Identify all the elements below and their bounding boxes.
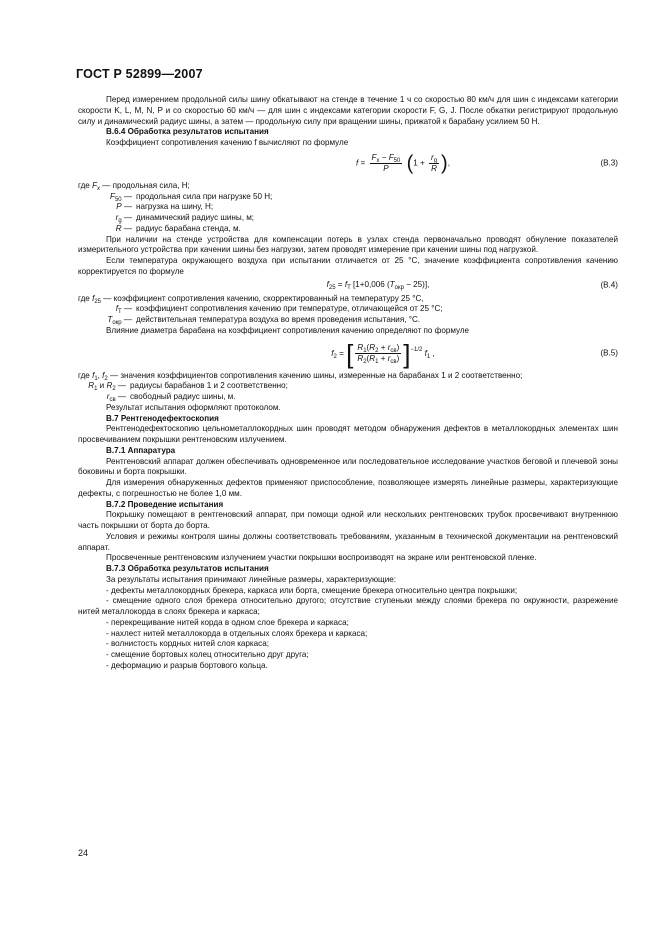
definition: нагрузка на шину, Н; [136, 202, 214, 212]
definition: коэффициент сопротивления качению, скорректированный на температуру 25 °С, [113, 293, 424, 303]
list-item: - перекрещивание нитей корда в одном слое брекера и каркаса; [106, 617, 349, 627]
formula-b3: f = $\frac{F_x - F_{50}}{P}$ (1 + $\frac{r_g}{R}$ ), (В.3) [356, 152, 618, 175]
characteristics-list [78, 586, 618, 672]
definition: продольная сила при нагрузке 50 Н; [136, 191, 273, 201]
paragraph-run-in: Перед измерением продольной силы шину обкатывают на стенде в течение 1 ч со скоростью 80 км/ч для шин с индексами категории скорости K, L, M, N, P и со скоростью 60 км/ч — для шин с индексами категории скорости F, G, J. После обкатки регистрируют продольную силу и динамический радиус шины, а затем — продольную силу при вращении шины, прижатой к барабану усилием 50 Н. [78, 95, 618, 126]
paragraph: Просвеченные рентгеновским излучением участки покрышки воспроизводят на экране или рентгеновской пленке. [106, 553, 537, 563]
definition: динамический радиус шины, м; [136, 213, 255, 222]
list-item: - нахлест нитей металлокорда в отдельных слоях брекера и каркаса; [106, 628, 368, 638]
paragraph: За результаты испытания принимают линейные размеры, характеризующие: [106, 574, 396, 584]
formula-b5: $f_2$ = [ $\frac{R_1(R_2 + r_{св})}{R_2(R_1 + r_{св})}$ ]$^{-1/2}$ $f_1$ , (В.5) [331, 338, 618, 369]
definition: значения коэффициентов сопротивления качению шины, измеренные на барабанах 1 и 2 соответственно; [120, 370, 523, 380]
paragraph: Если температура окружающего воздуха при испытании отличается от 25 °С, значение коэффициента сопротивления качению корректируется по формуле [78, 256, 618, 276]
definition: свободный радиус шины, м. [130, 392, 236, 401]
paragraph: Результат испытания оформляют протоколом. [106, 402, 281, 412]
list-item: - дефекты металлокордных брекера, каркаса или борта, смещение брекера относительно центра покрышки; [106, 585, 518, 595]
section-heading-b73: В.7.3 Обработка результатов испытания [106, 564, 269, 573]
paragraph: Влияние диаметра барабана на коэффициент сопротивления качению определяют по формуле [106, 325, 470, 335]
section-heading-b71: В.7.1 Аппаратура [106, 445, 176, 455]
definition: продольная сила, Н; [112, 180, 190, 190]
definitions-b4: где $f_{25}$ — коэффициент сопротивления качению, скорректированный на температуру 25 °С, $f_T$ — коэффициент сопротивления качению при температуре, отличающейся от 25 °С; $T_{окр}$ — действительная температура воздуха во время проведения испытания, °С. [78, 294, 618, 326]
list-item: - волнистость кордных нитей слоя каркаса; [106, 639, 269, 649]
formula-intro: Коэффициент сопротивления качению f вычисляют по формуле [106, 138, 349, 147]
section-heading-b64: В.6.4 Обработка результатов испытания [106, 127, 269, 137]
paragraph: При наличии на стенде устройства для компенсации потерь в узлах стенда первоначально проводят обнуление показателей измерительного устройства при качении шины без нагрузки, затем проводят измерение при качении шины под нагрузкой. [78, 234, 618, 255]
page-content [78, 95, 618, 672]
formula-number: (В.4) [600, 280, 618, 290]
paragraph: Рентгенодефектоскопию цельнометаллокордных шин проводят методом обнаружения дефектов в металлокордных элементах шин просвечиванием покрышки рентгеновским излучением. [78, 424, 618, 444]
formula-b4: $f_{25} = f_T$ [1+0,006 $(T_{окр} - 25)$], (В.4) [326, 280, 618, 292]
paragraph: Для измерения обнаруженных дефектов применяют приспособление, позволяющее измерять линейные размеры, характеризующие дефекты, с погрешностью не более 1,0 мм. [78, 478, 618, 498]
formula-number: (В.3) [600, 158, 618, 168]
list-item: - деформацию и разрыв бортового кольца. [106, 660, 268, 670]
document-header: ГОСТ Р 52899—2007 [76, 67, 203, 81]
paragraph: Рентгеновский аппарат должен обеспечивать одновременное или последовательное исследование участков беговой и плечевой зоны боковины и борта покрышки. [78, 456, 618, 477]
list-item: - смещение бортовых колец относительно друг друга; [106, 650, 309, 659]
definition: радиус барабана стенда, м. [136, 223, 241, 233]
definition: действительная температура воздуха во время проведения испытания, °С. [136, 315, 421, 324]
formula-number: (В.5) [600, 348, 618, 358]
definition: коэффициент сопротивления качению при температуре, отличающейся от 25 °С; [136, 304, 443, 314]
section-heading-b7: В.7 Рентгенодефектоскопия [106, 413, 219, 423]
definitions-b3: где $F_x$ — продольная сила, Н; $F_{50}$ — продольная сила при нагрузке 50 Н; P — нагрузка на шину, Н; $r_g$ — динамический радиус шины, м; R — радиус барабана стенда, м. [78, 181, 618, 235]
paragraph: Покрышку помещают в рентгеновский аппарат, при помощи одной или нескольких рентгеновских трубок просвечивают внутреннюю часть покрышки от борта до борта. [78, 510, 618, 530]
definitions-b5: где $f_1$, $f_2$ — значения коэффициентов сопротивления качению шины, измеренные на барабанах 1 и 2 соответственно; $R_1$ и $R_2$ — радиусы барабанов 1 и 2 соответственно; $r_{св}$ — свободный радиус шины, м. [78, 371, 618, 403]
definition: радиусы барабанов 1 и 2 соответственно; [130, 381, 288, 391]
page-number: 24 [78, 848, 89, 858]
list-item: - смещение одного слоя брекера относительно другого; отсутствие ступеньки между слоями брекера по окружности, разрежение нитей металлокорда в слоях брекера и каркаса; [78, 596, 618, 616]
section-heading-b72: В.7.2 Проведение испытания [106, 499, 224, 509]
paragraph: Условия и режимы контроля шины должны соответствовать требованиям, указанным в технической документации на рентгеновский аппарат. [78, 531, 618, 552]
